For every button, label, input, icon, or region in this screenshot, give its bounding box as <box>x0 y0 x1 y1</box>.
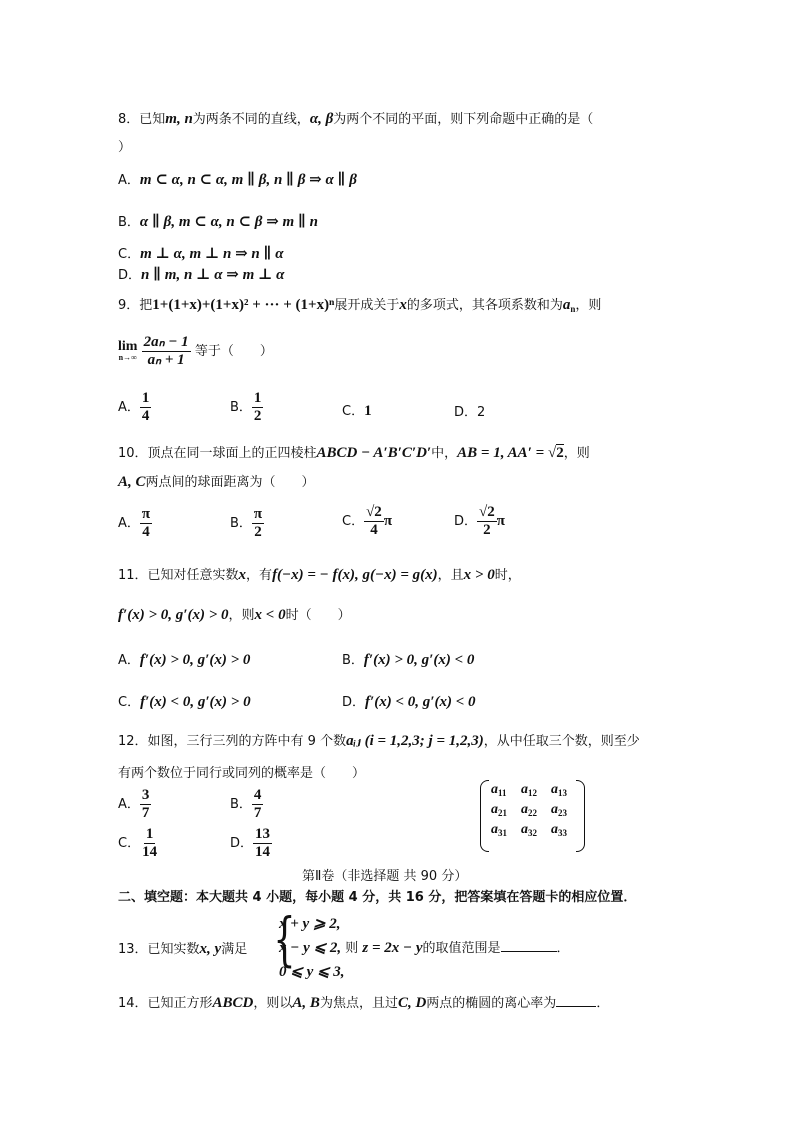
q9-option-d: D．2 <box>454 405 486 420</box>
q10-option-c: C． $\frac{√2}{4}$ π <box>342 504 393 538</box>
q14-stem: 14．已知正方形ABCD，则以A, B为焦点，且过C, D两点的椭圆的离心率为 ． <box>118 995 610 1011</box>
q12-option-b: B． $\frac{4}{7}$ <box>230 787 262 821</box>
q13-brace: { <box>273 905 296 973</box>
q14-answer-blank[interactable] <box>556 994 596 1007</box>
q12-option-a: A． $\frac{3}{7}$ <box>118 787 150 821</box>
q9-stem: 9．把1+(1+x)+(1+x)² + ··· + (1+x)ⁿ展开成关于x的多项式，其各项系数和为$a_n$，则 <box>118 297 602 314</box>
q8-option-b: B．α ∥ β, m ⊂ α, n ⊂ β ⇒ m ∥ n <box>118 214 318 230</box>
q11-stem: 11．已知对任意实数x，有f(−x) = − f(x), g(−x) = g(x)，且x > 0时， <box>118 567 521 583</box>
matrix-cell: $a_{32}$ <box>521 822 537 838</box>
q11-option-a: A．f′(x) > 0, g′(x) > 0 <box>118 652 251 668</box>
q10-option-d: D． $\frac{√2}{2}$ π <box>454 504 505 538</box>
q9-option-b: B． $\frac{1}{2}$ <box>230 390 262 424</box>
matrix-cell: $a_{21}$ <box>491 802 507 818</box>
q13-answer-blank[interactable] <box>501 939 557 952</box>
matrix-cell: $a_{23}$ <box>551 802 567 818</box>
q9-limit-expression: lim n→∞ $\frac{\text{2aₙ − 1}}{\text{aₙ + 1}}$ 等于（ ） <box>118 334 273 368</box>
q13-system-line-3: 0 ⩽ y ⩽ 3, <box>279 964 345 980</box>
matrix-cell: $a_{11}$ <box>491 782 507 798</box>
number-matrix <box>480 780 574 840</box>
q9-option-c: C．1 <box>342 403 372 419</box>
q8-option-a: A．m ⊂ α, n ⊂ α, m ∥ β, n ∥ β ⇒ α ∥ β <box>118 172 357 188</box>
q13-stem: 13．已知实数x, y满足 <box>118 941 248 957</box>
q12-option-d: D． $\frac{13}{14}$ <box>230 826 271 860</box>
q13-system-line-2: x − y ⩽ 2, 则 z = 2x − y的取值范围是 ． <box>279 940 570 956</box>
q11-stem-line2: f′(x) > 0, g′(x) > 0，则x < 0时（ ） <box>118 607 351 623</box>
q9-option-a: A． $\frac{1}{4}$ <box>118 390 150 424</box>
q10-stem-line2: A, C两点间的球面距离为（ ） <box>118 474 315 490</box>
q12-stem-line2: 有两个数位于同行或同列的概率是（ ） <box>118 766 366 781</box>
matrix-cell: $a_{31}$ <box>491 822 507 838</box>
q10-option-a: A． $\frac{\pi}{4}$ <box>118 506 151 540</box>
q11-option-d: D．f′(x) < 0, g′(x) < 0 <box>342 694 476 710</box>
q8-stem-close: ） <box>118 140 132 155</box>
q12-option-c: C． $\frac{1}{14}$ <box>118 826 158 860</box>
q8-stem: 8．已知m, n为两条不同的直线，α, β为两个不同的平面，则下列命题中正确的是（ <box>118 111 594 127</box>
q12-stem: 12．如图，三行三列的方阵中有 9 个数aᵢⱼ (i = 1,2,3; j = 1,2,3)，从中任取三个数，则至少 <box>118 733 640 749</box>
matrix-cell: $a_{13}$ <box>551 782 567 798</box>
matrix-cell: $a_{12}$ <box>521 782 537 798</box>
matrix-cell: $a_{33}$ <box>551 822 567 838</box>
q11-option-c: C．f′(x) < 0, g′(x) > 0 <box>118 694 251 710</box>
matrix-cell: $a_{22}$ <box>521 802 537 818</box>
q8-option-c: C．m ⊥ α, m ⊥ n ⇒ n ∥ α <box>118 246 284 262</box>
q13-system-line-1: x + y ⩾ 2, <box>279 916 341 932</box>
section-heading: 二、填空题：本大题共 4 小题，每小题 4 分，共 16 分，把答案填在答题卡的相应位置． <box>118 890 637 905</box>
q10-stem: 10．顶点在同一球面上的正四棱柱ABCD − A′B′C′D′中，AB = 1, AA′ = √2，则 <box>118 445 590 461</box>
q10-option-b: B． $\frac{\pi}{2}$ <box>230 506 263 540</box>
q11-option-b: B．f′(x) > 0, g′(x) < 0 <box>342 652 475 668</box>
q8-option-d: D．n ∥ m, n ⊥ α ⇒ m ⊥ α <box>118 267 285 283</box>
section-title: 第Ⅱ卷（非选择题 共 90 分） <box>302 869 468 884</box>
